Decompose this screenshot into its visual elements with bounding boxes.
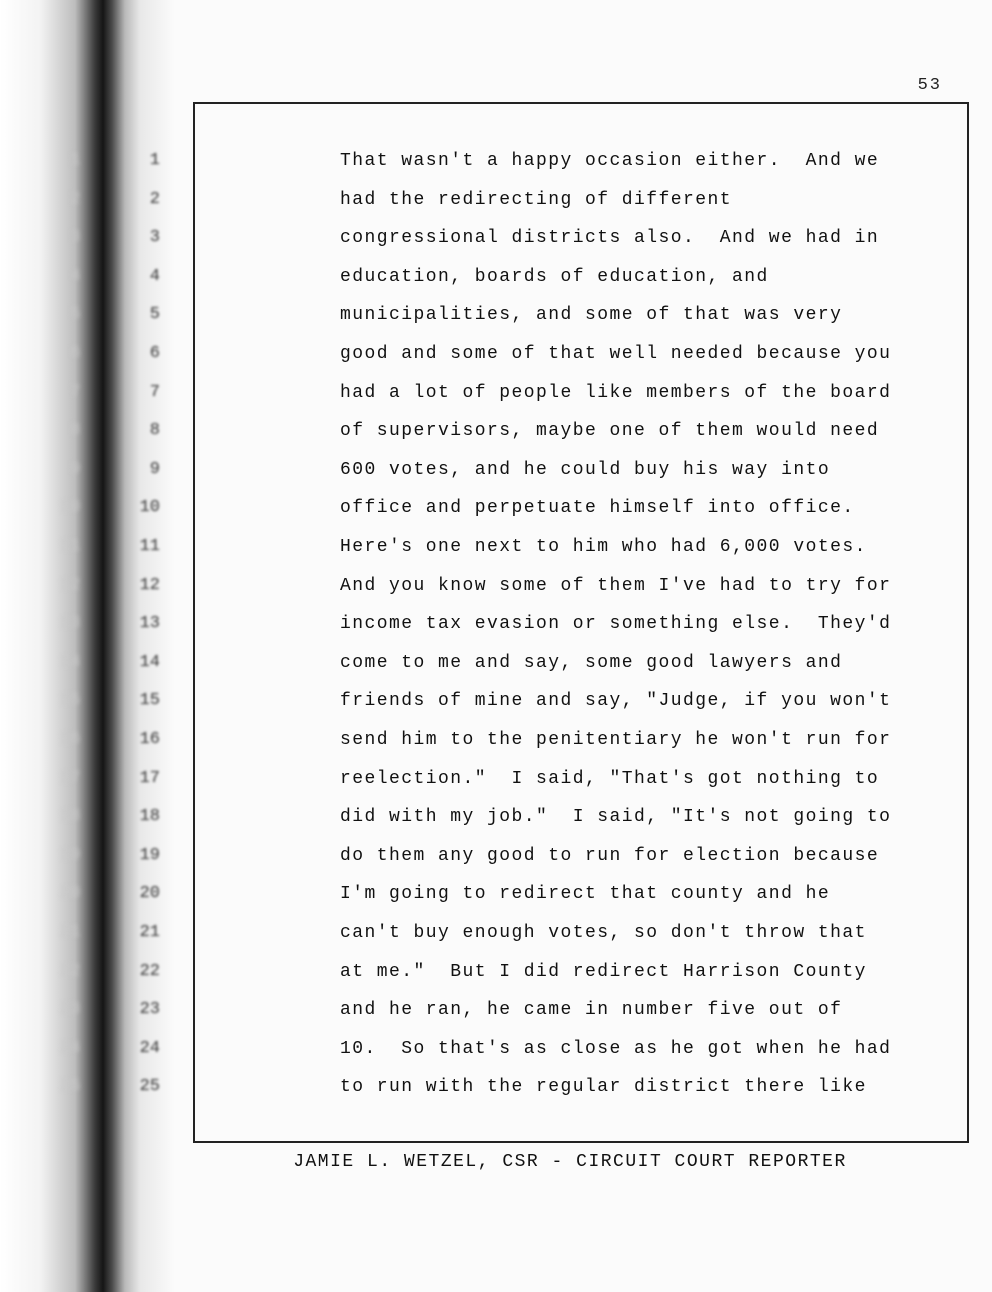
ghost-line-number: 17 xyxy=(59,768,80,788)
transcript-line: can't buy enough votes, so don't throw that xyxy=(340,923,867,943)
transcript-line: municipalities, and some of that was very xyxy=(340,305,843,326)
line-number: 9 xyxy=(149,459,160,479)
line-number: 15 xyxy=(139,691,160,711)
ghost-line-number: 10 xyxy=(59,498,80,518)
ghost-line-number: 7 xyxy=(69,382,80,402)
ghost-line-number: 13 xyxy=(59,614,80,634)
line-number: 5 xyxy=(149,305,160,325)
line-number: 1 xyxy=(149,151,160,170)
ghost-line-number: 4 xyxy=(69,266,80,286)
ghost-line-number: 6 xyxy=(69,344,80,363)
line-number: 21 xyxy=(139,923,160,942)
line-number: 6 xyxy=(149,344,160,363)
transcript-line: of supervisors, maybe one of them would need xyxy=(340,421,880,442)
transcript-line: had the redirecting of different xyxy=(340,189,733,210)
line-number: 4 xyxy=(149,266,160,286)
line-number: 12 xyxy=(139,575,160,595)
transcript-line: 600 votes, and he could buy his way into xyxy=(340,459,831,480)
ghost-line-number: 3 xyxy=(69,228,80,248)
transcript-line: education, boards of education, and xyxy=(340,266,769,287)
transcript-line: And you know some of them I've had to try for xyxy=(340,575,892,596)
transcript-line: do them any good to run for election because xyxy=(340,845,880,866)
page-number: 53 xyxy=(917,76,942,95)
ghost-line-number: 23 xyxy=(59,1000,80,1020)
transcript-line: reelection." I said, "That's got nothing to xyxy=(340,768,880,789)
line-number: 19 xyxy=(139,845,160,865)
line-number: 16 xyxy=(139,730,160,749)
transcript-line: and he ran, he came in number five out of xyxy=(340,1000,843,1021)
line-number: 22 xyxy=(139,961,160,981)
transcript-line: good and some of that well needed because you xyxy=(340,344,892,364)
line-number: 17 xyxy=(139,768,160,788)
transcript-line: send him to the penitentiary he won't run for xyxy=(340,730,892,750)
line-number: 14 xyxy=(139,652,160,672)
transcript-line: to run with the regular district there like xyxy=(340,1077,867,1098)
transcript-line: did with my job." I said, "It's not going to xyxy=(340,807,892,828)
ghost-line-number: 14 xyxy=(59,652,80,672)
transcript-line: That wasn't a happy occasion either. And we xyxy=(340,151,880,171)
transcript-line: 10. So that's as close as he got when he had xyxy=(340,1038,892,1059)
line-number: 24 xyxy=(139,1038,160,1058)
line-number: 20 xyxy=(139,884,160,904)
transcript-line: office and perpetuate himself into office. xyxy=(340,498,855,519)
line-number-column xyxy=(110,0,160,1292)
ghost-line-number: 24 xyxy=(59,1038,80,1058)
ghost-line-number: 20 xyxy=(59,884,80,904)
line-number: 23 xyxy=(139,1000,160,1020)
ghost-line-number: 5 xyxy=(69,305,80,325)
line-number: 18 xyxy=(139,807,160,827)
ghost-line-number: 25 xyxy=(59,1077,80,1097)
ghost-line-number: 15 xyxy=(59,691,80,711)
ghost-line-number: 12 xyxy=(59,575,80,595)
transcript-line: come to me and say, some good lawyers and xyxy=(340,652,843,673)
ghost-line-number: 11 xyxy=(59,537,80,556)
transcript-line: had a lot of people like members of the board xyxy=(340,382,892,403)
transcript-line: at me." But I did redirect Harrison County xyxy=(340,961,867,982)
ghost-line-number: 2 xyxy=(69,189,80,209)
ghost-line-number: 21 xyxy=(59,923,80,942)
transcript-line: congressional districts also. And we had in xyxy=(340,228,880,249)
transcript-body xyxy=(340,0,960,1292)
bleed-through-line-numbers xyxy=(40,0,80,1292)
line-number: 13 xyxy=(139,614,160,634)
ghost-line-number: 19 xyxy=(59,845,80,865)
line-number: 25 xyxy=(139,1077,160,1097)
line-number: 10 xyxy=(139,498,160,518)
line-number: 8 xyxy=(149,421,160,441)
ghost-line-number: 22 xyxy=(59,961,80,981)
line-number: 11 xyxy=(139,537,160,556)
transcript-line: income tax evasion or something else. They'd xyxy=(340,614,892,635)
ghost-line-number: 9 xyxy=(69,459,80,479)
transcript-line: I'm going to redirect that county and he xyxy=(340,884,831,905)
line-number: 3 xyxy=(149,228,160,248)
ghost-line-number: 16 xyxy=(59,730,80,749)
ghost-line-number: 1 xyxy=(69,151,80,170)
reporter-footer: JAMIE L. WETZEL, CSR - CIRCUIT COURT REPORTER xyxy=(293,1152,847,1172)
ghost-line-number: 8 xyxy=(69,421,80,441)
transcript-line: Here's one next to him who had 6,000 votes. xyxy=(340,537,867,557)
ghost-line-number: 18 xyxy=(59,807,80,827)
line-number: 2 xyxy=(149,189,160,209)
transcript-line: friends of mine and say, "Judge, if you won't xyxy=(340,691,892,712)
line-number: 7 xyxy=(149,382,160,402)
